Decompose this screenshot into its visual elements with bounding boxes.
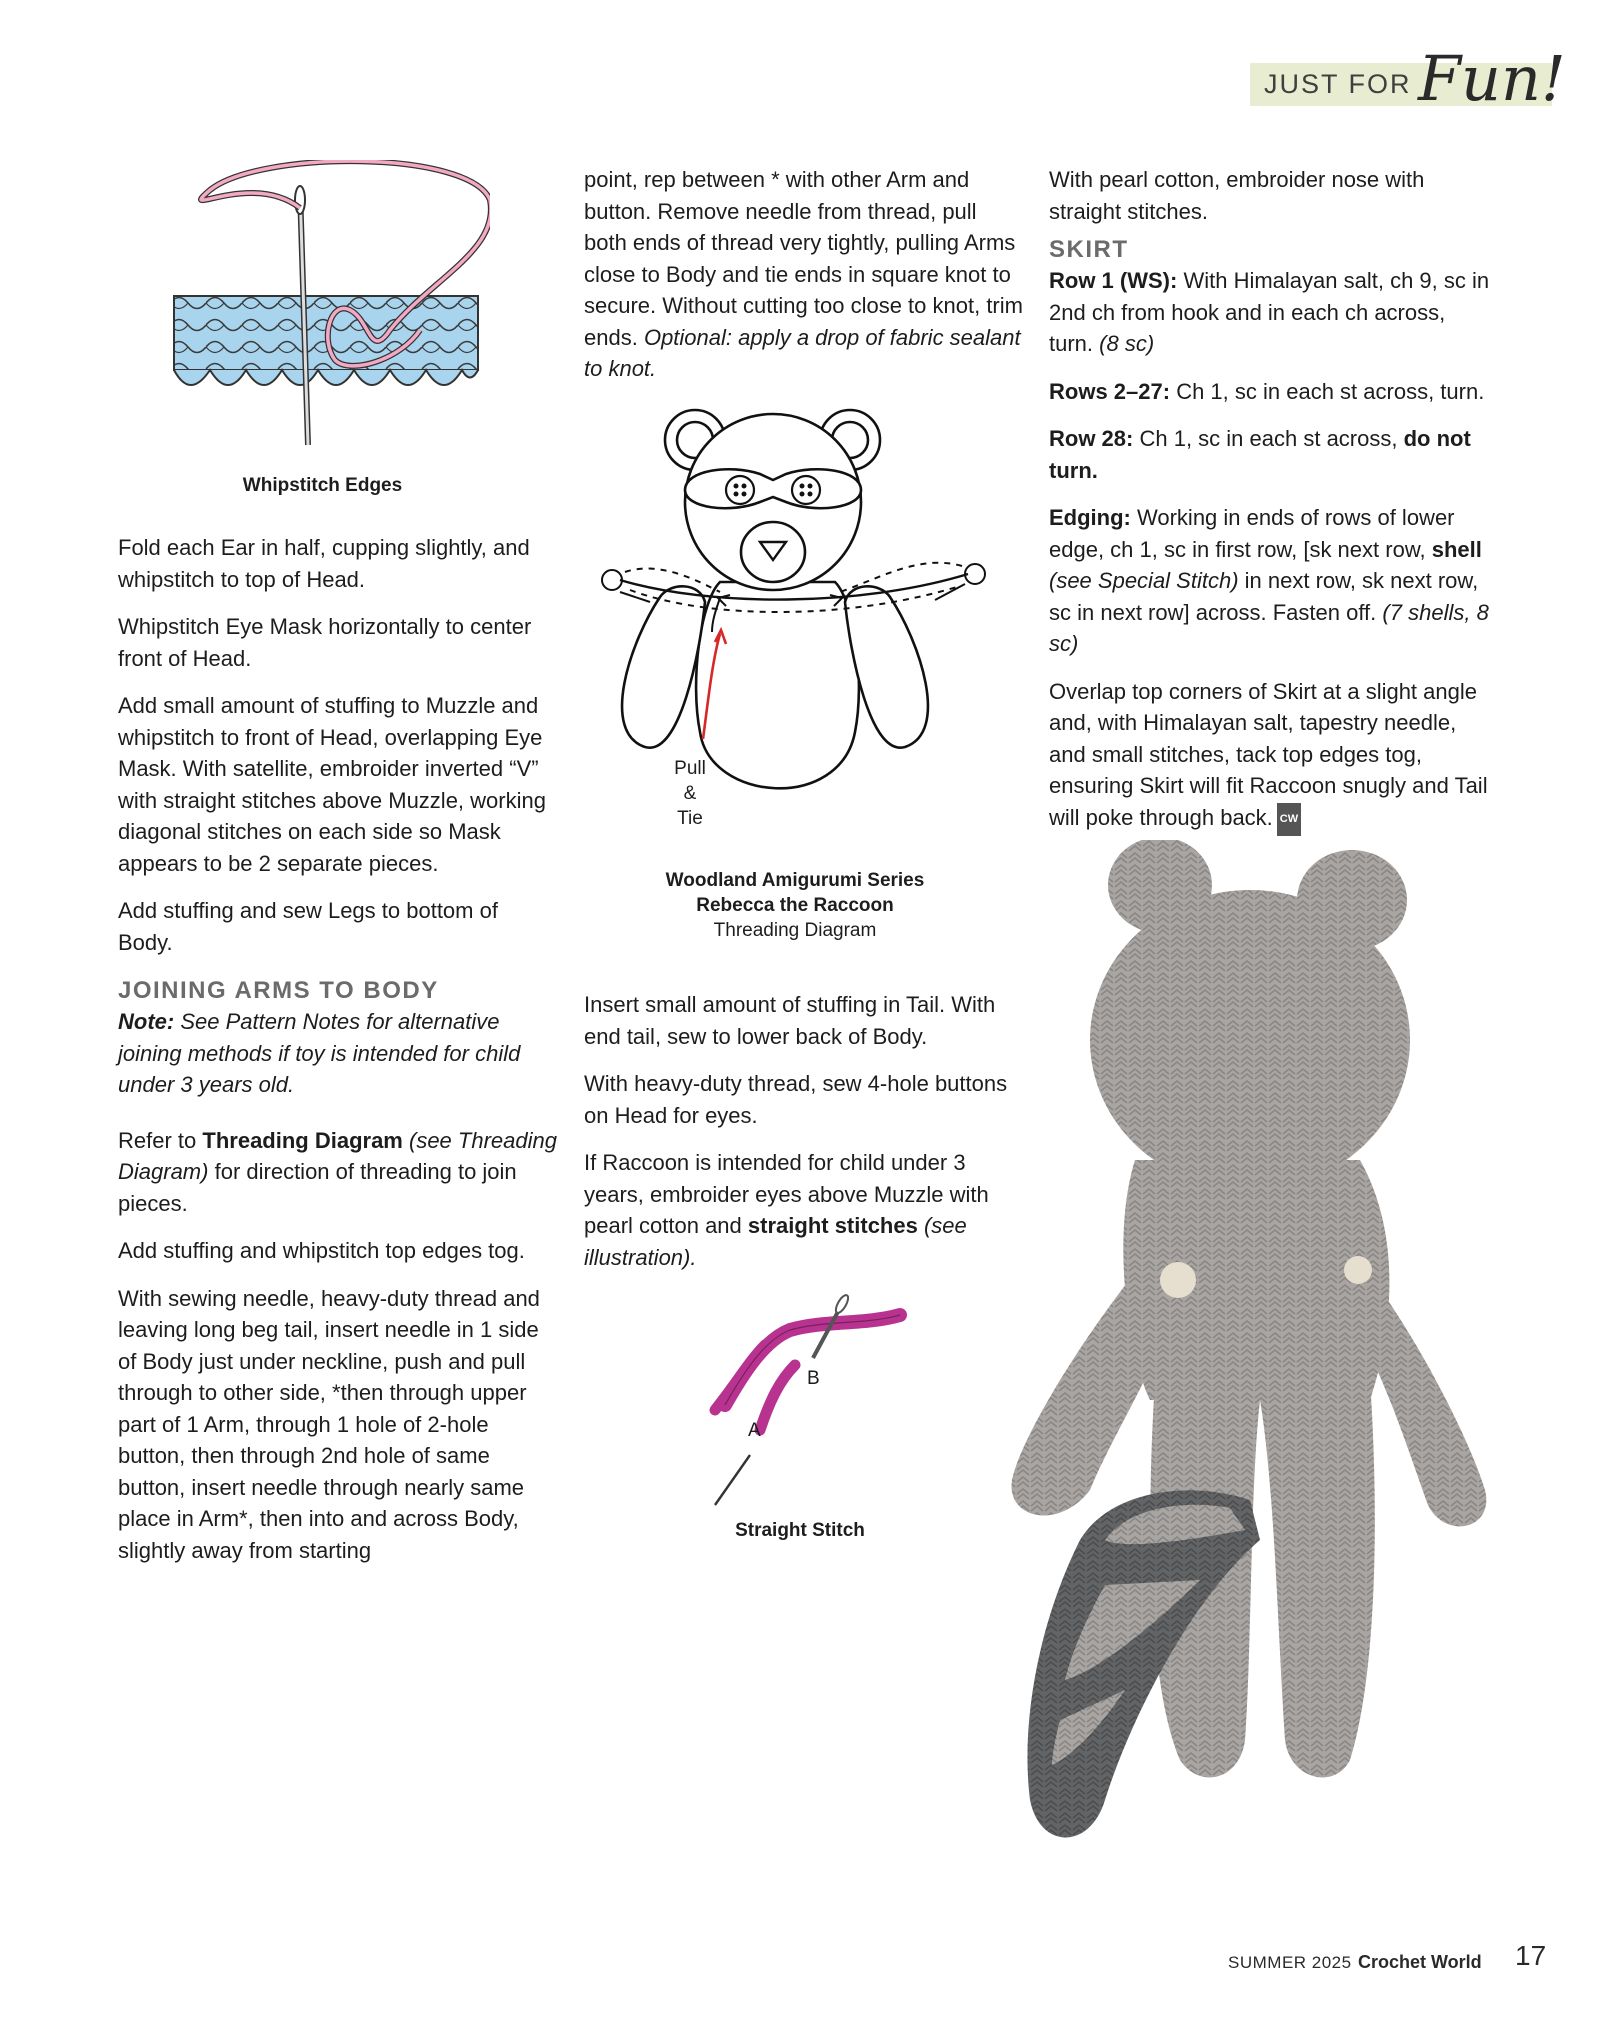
paragraph: Add stuffing and whipstitch top edges tog. [118,1238,525,1263]
stitch-label-b: B [807,1368,820,1389]
column-1 [118,532,558,1582]
paragraph: With heavy-duty thread, sew 4-hole buttons on Head for eyes. [584,1071,1008,1128]
paragraph: With sewing needle, heavy-duty thread and leaving long beg tail, insert needle in 1 side of Body just under neckline, push and pull through to other side, *then through upper part of 1 Arm, through 1 hole of 2-hole button, then through 2nd hole of same button, insert needle through nearly same place in Arm*, then into and across Body, slightly away from starting [118,1285,540,1563]
note: Note: See Pattern Notes for alternative joining methods if toy is intended for child under 3 years old. [118,1009,521,1097]
section-heading: SKIRT [1049,236,1129,263]
pull-and-tie-label: Pull & Tie [674,758,706,829]
paragraph: If Raccoon is intended for child under 3 years, embroider eyes above Muzzle with pearl cotton and straight stitches (see illustration). [584,1150,989,1270]
footer-issue: SUMMER 2025 [1228,1953,1352,1972]
column-2-top [584,164,1024,401]
column-2-bottom [584,989,1024,1289]
cw-end-mark: CW [1277,803,1301,837]
section-heading: JOINING ARMS TO BODY [118,977,439,1004]
stitch-label-a: A [748,1420,761,1441]
header-banner-text: JUST FOR [1264,69,1412,99]
raccoon-amigurumi-photo [960,840,1560,1870]
whipstitch-edges-illustration [170,160,490,450]
page-number: 17 [1515,1940,1547,1971]
paragraph: Overlap top corners of Skirt at a slight angle and, with Himalayan salt, tapestry needle, and small stitches, tack top edges tog, ensuring Skirt will fit Raccoon snugly and Tail will poke through back. CW [1049,676,1494,837]
straight-stitch-caption: Straight Stitch [735,1520,865,1541]
skirt-row-28: Row 28: Ch 1, sc in each st across, do not turn. [1049,426,1471,483]
footer-magazine: Crochet World [1358,1952,1482,1972]
paragraph: point, rep between * with other Arm and button. Remove needle from thread, pull both ends of thread very tightly, pulling Arms close to Body and tie ends in square knot to secure. Without cutting too close to knot, trim ends. Optional: apply a drop of fabric sealant to knot. [584,167,1023,381]
paragraph: Add stuffing and sew Legs to bottom of Body. [118,898,498,955]
paragraph: Insert small amount of stuffing in Tail. With end tail, sew to lower back of Body. [584,992,996,1049]
paragraph: Add small amount of stuffing to Muzzle and whipstitch to front of Head, overlapping Eye Mask. With satellite, embroider inverted “V” with straight stitches above Muzzle, working diagonal stitches on each side so Mask appears to be 2 separate pieces. [118,693,546,876]
header-banner-script: Fun! [1418,42,1566,115]
paragraph: Refer to Threading Diagram (see Threading Diagram) for direction of threading to join pieces. [118,1127,557,1216]
paragraph: Whipstitch Eye Mask horizontally to center front of Head. [118,614,532,671]
skirt-rows-2-27: Rows 2–27: Ch 1, sc in each st across, turn. [1049,378,1485,404]
skirt-edging: Edging: Working in ends of rows of lower edge, ch 1, sc in first row, [sk next row, shell (see Special Stitch) in next row, sk next row, sc in next row] across. Fasten off. (7 shells, 8 sc) [1049,505,1489,656]
threading-diagram-caption: Woodland Amigurumi Series Rebecca the Raccoon Threading Diagram [665,870,925,941]
paragraph: With pearl cotton, embroider nose with straight stitches. [1049,167,1425,224]
column-3 [1049,164,1494,852]
whipstitch-edges-caption: Whipstitch Edges [242,475,403,496]
straight-stitch-illustration [695,1290,915,1510]
paragraph: Fold each Ear in half, cupping slightly, and whipstitch to top of Head. [118,535,530,592]
skirt-row-1: Row 1 (WS): With Himalayan salt, ch 9, sc in 2nd ch from hook and in each ch across, turn. (8 sc) [1049,268,1490,356]
